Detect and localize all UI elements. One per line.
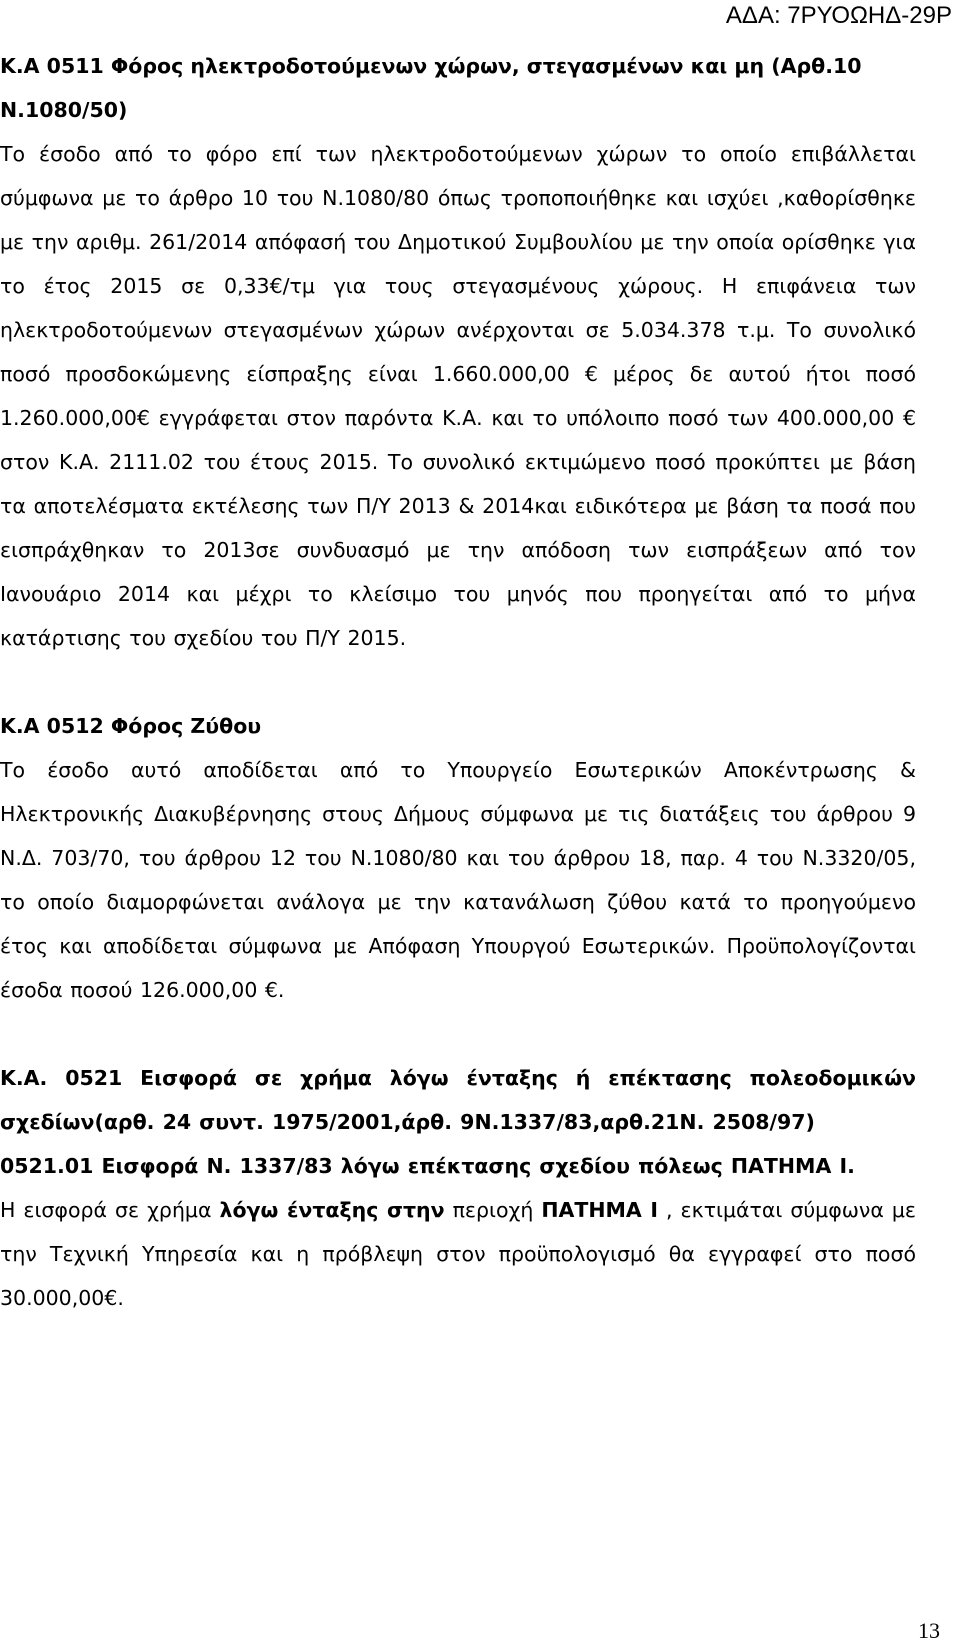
section-body-0511: Το έσοδο από το φόρο επί των ηλεκτροδοτούμενων χώρων το οποίο επιβάλλεται σύμφωνα με το άρθρο 10 του Ν.1080/80 όπως τροποποιήθηκε και ισχύει ,καθορίσθηκε με την αριθμ. 261/2014 απόφασή του Δημοτικού Συμβουλίου με την οποία ορίσθηκε για το έτος 2015 σε 0,33€/τμ για τους στεγασμένους χώρους. Η επιφάνεια των ηλεκτροδοτούμενων στεγασμένων χώρων ανέρχονται σε 5.034.378 τ.μ. Το συνολικό ποσό προσδοκώμενης είσπραξης είναι 1.660.000,00 € μέρος δε αυτού ήτοι ποσό 1.260.000,00€ εγγράφεται στον παρόντα Κ.Α. και το υπόλοιπο ποσό των 400.000,00 € στον Κ.Α. 2111.02 του έτους 2015. Το συνολικό εκτιμώμενο ποσό προκύπτει με βάση τα αποτελέσματα εκτέλεσης των Π/Υ 2013 & 2014και ειδικότερα με βάση τα ποσά που εισπράχθηκαν το 2013σε συνδυασμό με την απόδοση των εισπράξεων από τον Ιανουάριο 2014 και μέχρι το κλείσιμο του μηνός που προηγείται από το μήνα κατάρτισης του σχεδίου του Π/Υ 2015.	[0, 142, 916, 650]
section-body-0512: Το έσοδο αυτό αποδίδεται από το Υπουργείο Εσωτερικών Αποκέντρωσης & Ηλεκτρονικής Διακυβέρνησης στους Δήμους σύμφωνα με τις διατάξεις του άρθρου 9 Ν.Δ. 703/70, του άρθρου 12 του Ν.1080/80 και του άρθρου 18, παρ. 4 του Ν.3320/05, το οποίο διαμορφώνεται ανάλογα με την κατανάλωση ζύθου κατά το προηγούμενο έτος και αποδίδεται σύμφωνα με Απόφαση Υπουργού Εσωτερικών. Προϋπολογίζονται έσοδα ποσού 126.000,00 €.	[0, 758, 916, 1002]
section-title-0511: Κ.Α 0511 Φόρος ηλεκτροδοτούμενων χώρων, στεγασμένων και μη (Αρθ.10 Ν.1080/50)	[0, 54, 862, 122]
section-title-0521: Κ.Α. 0521 Εισφορά σε χρήμα λόγω ένταξης ή επέκτασης πολεοδομικών σχεδίων(αρθ. 24 συντ. 1975/2001,άρθ. 9Ν.1337/83,αρθ.21Ν. 2508/97)	[0, 1066, 916, 1134]
section-body-0521: Η εισφορά σε χρήμα λόγω ένταξης στην περιοχή ΠΑΤΗΜΑ Ι , εκτιμάται σύμφωνα με την Τεχνική Υπηρεσία και η πρόβλεψη στον προϋπολογισμό θα εγγραφεί στο ποσό 30.000,00€.	[0, 1198, 917, 1310]
document-page	[0, 44, 916, 1320]
section-subtitle-0521-01: 0521.01 Εισφορά Ν. 1337/83 λόγω επέκτασης σχεδίου πόλεως ΠΑΤΗΜΑ Ι.	[0, 1154, 855, 1178]
page-number: 13	[918, 1618, 940, 1643]
ada-code: ΑΔΑ: 7ΡΥΟΩΗΔ-29Ρ	[725, 2, 952, 29]
section-title-0512: Κ.Α 0512 Φόρος Ζύθου	[0, 714, 262, 738]
